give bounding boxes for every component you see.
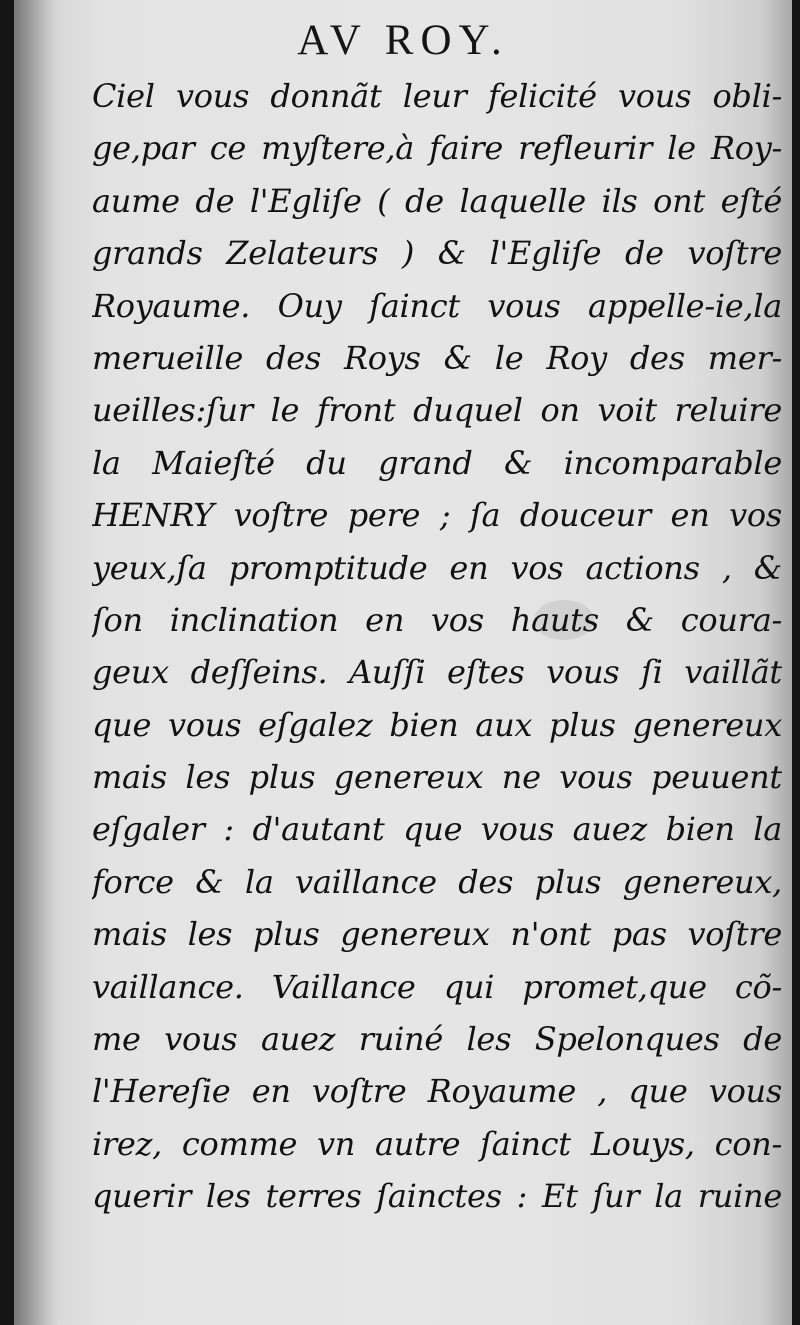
text-line: ge,par ce myſtere,à faire refleurir le Roy- (92, 129, 782, 168)
text-line: ſon inclination en vos hauts & coura- (92, 600, 782, 639)
text-line: me vous auez ruiné les Spelonques de (92, 1020, 782, 1059)
text-line: mais les plus genereux n'ont pas voſtre (92, 915, 782, 954)
text-line: geux deſſeins. Auſſi eſtes vous ſi vaillãt (92, 653, 782, 692)
spine-shadow (14, 0, 58, 1325)
text-line: l'Hereſie en voſtre Royaume , que vous (92, 1072, 782, 1111)
text-line: ueilles:ſur le front duquel on voit reluire (92, 391, 782, 430)
book-page (14, 0, 792, 1325)
text-line: yeux,ſa promptitude en vos actions , & (92, 548, 782, 587)
text-line: force & la vaillance des plus genereux, (92, 862, 782, 901)
text-line: Royaume. Ouy ſainct vous appelle-ie,la (92, 286, 782, 325)
text-line: HENRY voſtre pere ; ſa douceur en vos (92, 496, 782, 535)
body-text (92, 70, 782, 1223)
text-line: vaillance. Vaillance qui promet,que cõ- (92, 967, 782, 1006)
text-line: eſgaler : d'autant que vous auez bien la (92, 810, 782, 849)
text-line: querir les terres ſainctes : Et ſur la ruine (92, 1177, 782, 1216)
text-line: merueille des Roys & le Roy des mer- (92, 338, 782, 377)
text-line: la Maieſté du grand & incomparable (92, 443, 782, 482)
text-line: mais les plus genereux ne vous peuuent (92, 758, 782, 797)
text-line: Ciel vous donnãt leur felicité vous obli- (92, 77, 782, 115)
text-line: irez, comme vn autre ſainct Louys, con- (92, 1124, 782, 1163)
running-header: AV ROY. (297, 17, 509, 64)
text-line: aume de l'Egliſe ( de laquelle ils ont eſté (92, 181, 782, 220)
text-line: que vous eſgalez bien aux plus genereux (92, 705, 782, 744)
text-line: grands Zelateurs ) & l'Egliſe de voſtre (92, 234, 782, 273)
